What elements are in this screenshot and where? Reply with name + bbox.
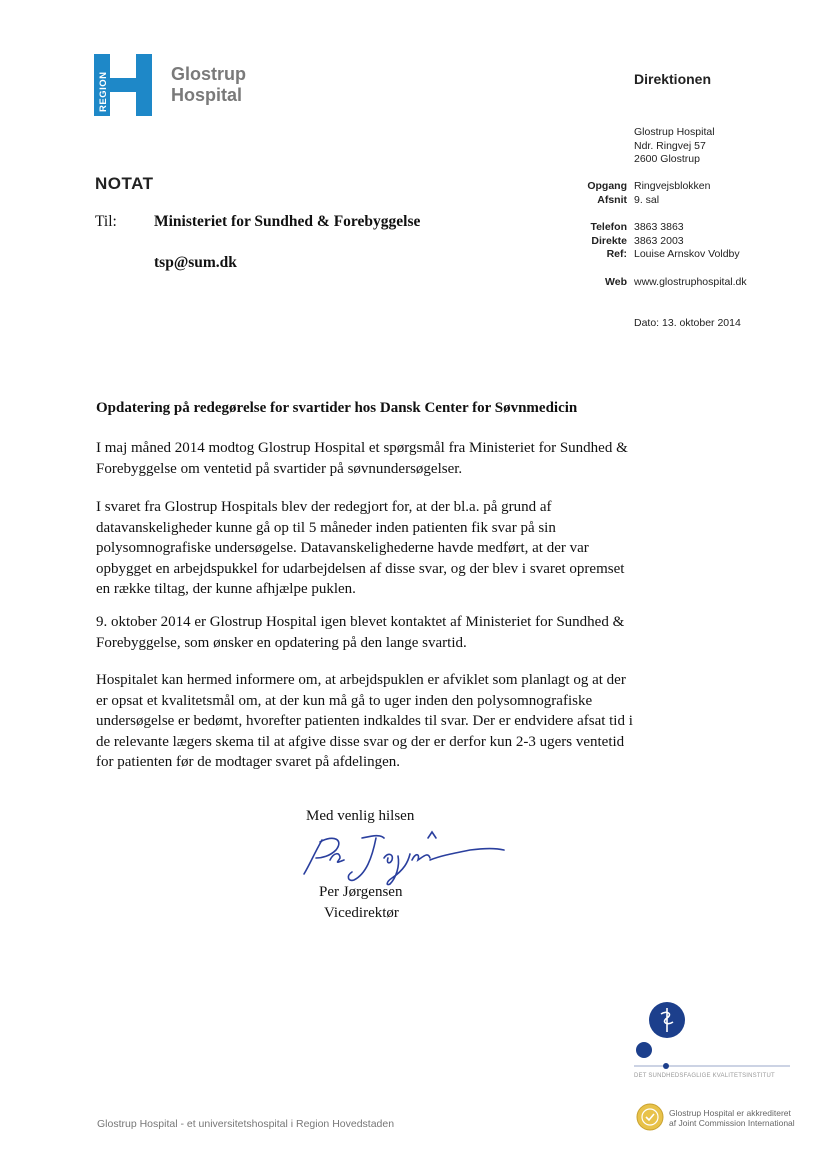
meta-web-value: www.glostruphospital.dk	[634, 276, 747, 288]
meta-afsnit-value: 9. sal	[634, 194, 660, 206]
meta-direkte-value: 3863 2003	[634, 235, 684, 247]
accreditation-seal	[634, 1000, 794, 1070]
meta-afsnit-label: Afsnit	[597, 194, 627, 206]
wordmark-line1: Glostrup	[171, 64, 246, 84]
page-footer: Glostrup Hospital - et universitetshospital i Region Hovedstaden	[97, 1118, 395, 1130]
paragraph-2: I svaret fra Glostrup Hospitals blev der redegjort for, at der bl.a. på grund af datavanskeligheder kunne gå op til 5 måneder inden patienten fik svar på sin polysomnografiske undersøgelse. Datavanskelighederne havde medført, at der var opbygget en arbejdspukkel for udarbejdelsen af disse svar, og der blev i svaret opremset en række tiltag, der kunne afhjælpe puklen.	[96, 499, 625, 597]
jci-line2: af Joint Commission International	[669, 1118, 795, 1128]
signer-name: Per Jørgensen	[319, 884, 403, 900]
memo-heading: NOTAT	[95, 174, 154, 193]
paragraph-4: Hospitalet kan hermed informere om, at arbejdspuklen er afviklet som planlagt og at der er opsat et kvalitetsmål om, at der kun må gå to uger inden den polysomnografiske undersøgelse er bedømt, hvorefter patienten indkaldes til svar. Der er endvidere afsat tid i de relevante lægers skema til at afgive disse svar og der er derfor kun 2-3 ugers ventetid for patienten før de modtager svaret på afdelingen.	[96, 672, 633, 770]
address-line3: 2600 Glostrup	[634, 153, 700, 165]
jci-line1: Glostrup Hospital er akkrediteret	[669, 1108, 791, 1118]
jci-accreditation-text	[669, 1108, 795, 1128]
meta-telefon-value: 3863 3863	[634, 221, 684, 233]
signer-title: Vicedirektør	[324, 905, 399, 921]
hospital-wordmark	[171, 64, 246, 106]
meta-ref-value: Louise Arnskov Voldby	[634, 248, 740, 260]
paragraph-1: I maj måned 2014 modtog Glostrup Hospital et spørgsmål fra Ministeriet for Sundhed & Forebyggelse om ventetid på svartider på søvnundersøgelser.	[96, 440, 628, 477]
recipient-label: Til:	[95, 213, 117, 230]
document-subject: Opdatering på redegørelse for svartider hos Dansk Center for Søvnmedicin	[96, 400, 578, 416]
wordmark-line2: Hospital	[171, 85, 243, 105]
address-line2: Ndr. Ringvej 57	[634, 139, 706, 152]
meta-date-value: Dato: 13. oktober 2014	[634, 317, 741, 329]
meta-opgang-value: Ringvejsblokken	[634, 180, 711, 192]
meta-web-label: Web	[605, 276, 627, 288]
address-line1: Glostrup Hospital	[634, 126, 715, 138]
logo-region-text: REGION	[98, 71, 109, 112]
meta-direkte-label: Direkte	[591, 235, 627, 247]
closing-greeting: Med venlig hilsen	[306, 808, 415, 824]
recipient-name: Ministeriet for Sundhed & Forebyggelse	[154, 213, 421, 230]
address-block	[634, 126, 715, 167]
jci-badge-icon	[636, 1103, 664, 1131]
region-logo	[94, 54, 154, 116]
meta-opgang-label: Opgang	[587, 180, 627, 192]
meta-ref-label: Ref:	[606, 248, 627, 260]
seal-dot-icon	[636, 1042, 652, 1058]
paragraph-3: 9. oktober 2014 er Glostrup Hospital igen blevet kontaktet af Ministeriet for Sundhed & Forebyggelse, som ønsker en opdatering på den lange svartid.	[96, 614, 625, 651]
department-title: Direktionen	[634, 71, 712, 87]
recipient-email: tsp@sum.dk	[154, 254, 237, 271]
meta-telefon-label: Telefon	[590, 221, 627, 233]
handwritten-signature	[300, 830, 510, 890]
seal-caption: DET SUNDHEDSFAGLIGE KVALITETSINSTITUT	[634, 1073, 775, 1079]
